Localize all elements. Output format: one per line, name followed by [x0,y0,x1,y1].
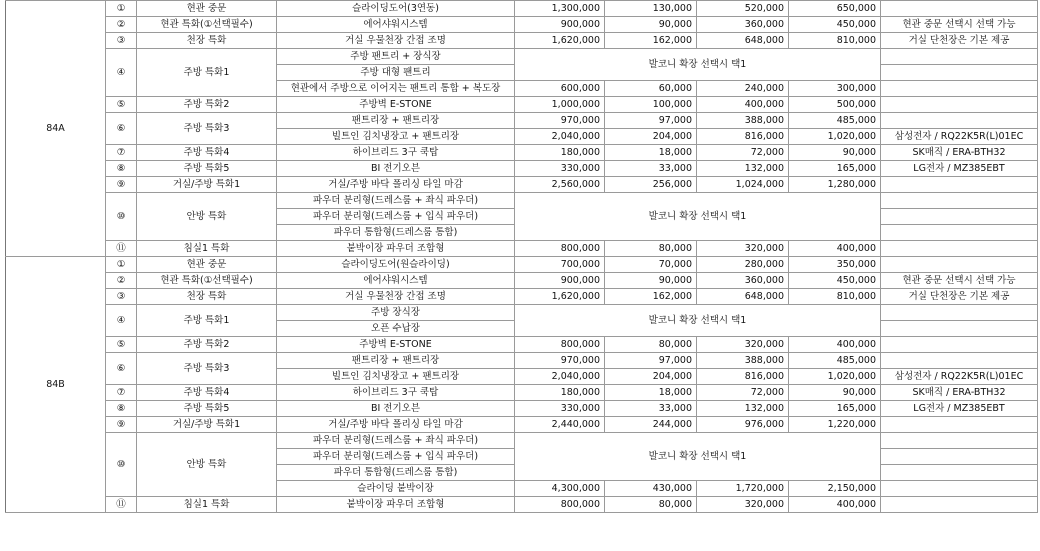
supply-price-cell: 700,000 [515,257,605,273]
contract-price-cell: 90,000 [605,17,697,33]
supply-price-cell: 800,000 [515,337,605,353]
remarks-cell [881,497,1038,513]
option-item-cell: 슬라이딩 붙박이장 [277,481,515,497]
contract-price-cell: 97,000 [605,353,697,369]
contract-price-cell: 33,000 [605,401,697,417]
option-item-cell: 파우더 통합형(드레스룸 통합) [277,465,515,481]
remarks-cell: SK매직 / ERA-BTH32 [881,145,1038,161]
option-number-cell: ② [106,17,137,33]
option-category-cell: 주방 특화1 [137,305,277,337]
supply-price-cell: 970,000 [515,353,605,369]
option-category-cell: 주방 특화4 [137,385,277,401]
remarks-cell: LG전자 / MZ385EBT [881,161,1038,177]
option-number-cell: ① [106,1,137,17]
unit-type-cell: 84A [6,1,106,257]
remarks-cell: SK매직 / ERA-BTH32 [881,385,1038,401]
middle-price-cell: 132,000 [697,161,789,177]
contract-price-cell: 80,000 [605,241,697,257]
middle-price-cell: 1,720,000 [697,481,789,497]
option-category-cell: 주방 특화5 [137,401,277,417]
option-item-cell: 파우더 통합형(드레스룸 통합) [277,225,515,241]
option-item-cell: 주방벽 E-STONE [277,337,515,353]
balance-price-cell: 450,000 [789,273,881,289]
table-row [6,401,1038,417]
option-item-cell: 빌트인 김치냉장고 + 팬트리장 [277,369,515,385]
option-item-cell: 빌트인 김치냉장고 + 팬트리장 [277,129,515,145]
option-item-cell: 파우더 분리형(드레스룸 + 입식 파우더) [277,449,515,465]
option-number-cell: ⑩ [106,433,137,497]
supply-price-cell: 1,000,000 [515,97,605,113]
remarks-cell [881,65,1038,81]
table-row [6,145,1038,161]
middle-price-cell: 816,000 [697,369,789,385]
middle-price-cell: 360,000 [697,273,789,289]
option-item-cell: 하이브리드 3구 쿡탑 [277,145,515,161]
middle-price-cell: 388,000 [697,353,789,369]
option-category-cell: 천장 특화 [137,33,277,49]
option-number-cell: ⑥ [106,113,137,145]
contract-price-cell: 204,000 [605,369,697,385]
middle-price-cell: 72,000 [697,385,789,401]
option-item-cell: 주방 장식장 [277,305,515,321]
option-item-cell: 에어샤워시스템 [277,17,515,33]
option-category-cell: 안방 특화 [137,193,277,241]
contract-price-cell: 33,000 [605,161,697,177]
table-row [6,433,1038,449]
middle-price-cell: 388,000 [697,113,789,129]
contract-price-cell: 97,000 [605,113,697,129]
balance-price-cell: 300,000 [789,81,881,97]
supply-price-cell: 180,000 [515,145,605,161]
supply-price-cell: 900,000 [515,17,605,33]
balance-price-cell: 2,150,000 [789,481,881,497]
remarks-cell [881,49,1038,65]
balance-price-cell: 810,000 [789,33,881,49]
balance-price-cell: 450,000 [789,17,881,33]
option-number-cell: ⑩ [106,193,137,241]
option-number-cell: ⑦ [106,145,137,161]
table-row [6,337,1038,353]
option-number-cell: ④ [106,49,137,97]
option-item-cell: 파우더 분리형(드레스룸 + 좌식 파우더) [277,433,515,449]
contract-price-cell: 18,000 [605,145,697,161]
contract-price-cell: 430,000 [605,481,697,497]
option-item-cell: 현관에서 주방으로 이어지는 팬트리 통합 + 복도장 [277,81,515,97]
unit-type-cell: 84B [6,257,106,513]
table-row [6,353,1038,369]
table-row [6,497,1038,513]
option-category-cell: 주방 특화2 [137,97,277,113]
remarks-cell [881,1,1038,17]
supply-price-cell: 900,000 [515,273,605,289]
option-note-cell: 발코니 확장 선택시 택1 [515,193,881,241]
table-row [6,385,1038,401]
option-category-cell: 거실/주방 특화1 [137,177,277,193]
remarks-cell [881,193,1038,209]
remarks-cell [881,465,1038,481]
option-category-cell: 현관 중문 [137,257,277,273]
option-number-cell: ⑪ [106,241,137,257]
supply-price-cell: 330,000 [515,401,605,417]
middle-price-cell: 648,000 [697,289,789,305]
option-number-cell: ④ [106,305,137,337]
contract-price-cell: 204,000 [605,129,697,145]
balance-price-cell: 400,000 [789,497,881,513]
option-number-cell: ⑦ [106,385,137,401]
middle-price-cell: 520,000 [697,1,789,17]
option-item-cell: BI 전기오븐 [277,401,515,417]
option-item-cell: 슬라이딩도어(원슬라이딩) [277,257,515,273]
table-row [6,417,1038,433]
option-number-cell: ② [106,273,137,289]
table-row [6,17,1038,33]
supply-price-cell: 800,000 [515,497,605,513]
contract-price-cell: 18,000 [605,385,697,401]
option-category-cell: 주방 특화4 [137,145,277,161]
contract-price-cell: 80,000 [605,337,697,353]
option-note-cell: 발코니 확장 선택시 택1 [515,433,881,481]
contract-price-cell: 244,000 [605,417,697,433]
option-number-cell: ⑨ [106,417,137,433]
option-item-cell: 거실/주방 바닥 폴리싱 타일 마감 [277,417,515,433]
option-item-cell: 주방 대형 팬트리 [277,65,515,81]
option-item-cell: 파우더 분리형(드레스룸 + 좌식 파우더) [277,193,515,209]
table-body [6,1,1038,513]
supply-price-cell: 2,440,000 [515,417,605,433]
remarks-cell: 거실 단천장은 기본 제공 [881,289,1038,305]
remarks-cell [881,481,1038,497]
supply-price-cell: 970,000 [515,113,605,129]
remarks-cell [881,337,1038,353]
table-row [6,193,1038,209]
balance-price-cell: 90,000 [789,145,881,161]
option-item-cell: 오픈 수납장 [277,321,515,337]
option-number-cell: ⑧ [106,161,137,177]
option-item-cell: 슬라이딩도어(3연동) [277,1,515,17]
balance-price-cell: 1,220,000 [789,417,881,433]
contract-price-cell: 80,000 [605,497,697,513]
option-number-cell: ⑪ [106,497,137,513]
supply-price-cell: 4,300,000 [515,481,605,497]
middle-price-cell: 1,024,000 [697,177,789,193]
middle-price-cell: 360,000 [697,17,789,33]
table-row [6,289,1038,305]
supply-price-cell: 600,000 [515,81,605,97]
option-category-cell: 거실/주방 특화1 [137,417,277,433]
balance-price-cell: 810,000 [789,289,881,305]
option-item-cell: 에어샤워시스템 [277,273,515,289]
option-item-cell: 팬트리장 + 팬트리장 [277,113,515,129]
remarks-cell [881,81,1038,97]
options-price-table [5,0,1038,513]
table-row [6,113,1038,129]
option-item-cell: 붙박이장 파우더 조합형 [277,241,515,257]
remarks-cell: 삼성전자 / RQ22K5R(L)01EC [881,129,1038,145]
option-item-cell: 거실 우물천장 간접 조명 [277,289,515,305]
supply-price-cell: 180,000 [515,385,605,401]
balance-price-cell: 165,000 [789,401,881,417]
remarks-cell: 거실 단천장은 기본 제공 [881,33,1038,49]
table-row [6,33,1038,49]
remarks-cell [881,417,1038,433]
option-number-cell: ③ [106,33,137,49]
contract-price-cell: 162,000 [605,33,697,49]
supply-price-cell: 330,000 [515,161,605,177]
table-row [6,257,1038,273]
option-category-cell: 현관 특화(①선택필수) [137,17,277,33]
supply-price-cell: 800,000 [515,241,605,257]
option-number-cell: ⑤ [106,337,137,353]
table-row [6,161,1038,177]
middle-price-cell: 816,000 [697,129,789,145]
remarks-cell: LG전자 / MZ385EBT [881,401,1038,417]
balance-price-cell: 485,000 [789,113,881,129]
middle-price-cell: 132,000 [697,401,789,417]
balance-price-cell: 400,000 [789,337,881,353]
remarks-cell [881,433,1038,449]
option-item-cell: 붙박이장 파우더 조합형 [277,497,515,513]
table-row [6,49,1038,65]
table-row [6,305,1038,321]
contract-price-cell: 90,000 [605,273,697,289]
remarks-cell: 현관 중문 선택시 선택 가능 [881,17,1038,33]
option-category-cell: 주방 특화5 [137,161,277,177]
middle-price-cell: 976,000 [697,417,789,433]
remarks-cell [881,177,1038,193]
remarks-cell: 현관 중문 선택시 선택 가능 [881,273,1038,289]
balance-price-cell: 485,000 [789,353,881,369]
table-row [6,241,1038,257]
option-item-cell: 거실/주방 바닥 폴리싱 타일 마감 [277,177,515,193]
remarks-cell [881,241,1038,257]
remarks-cell [881,257,1038,273]
table-row [6,177,1038,193]
balance-price-cell: 90,000 [789,385,881,401]
balance-price-cell: 350,000 [789,257,881,273]
middle-price-cell: 320,000 [697,241,789,257]
option-number-cell: ① [106,257,137,273]
middle-price-cell: 648,000 [697,33,789,49]
option-item-cell: 하이브리드 3구 쿡탑 [277,385,515,401]
remarks-cell [881,113,1038,129]
option-item-cell: 거실 우물천장 간접 조명 [277,33,515,49]
balance-price-cell: 1,280,000 [789,177,881,193]
middle-price-cell: 400,000 [697,97,789,113]
option-category-cell: 침실1 특화 [137,241,277,257]
option-number-cell: ⑧ [106,401,137,417]
middle-price-cell: 72,000 [697,145,789,161]
remarks-cell [881,97,1038,113]
middle-price-cell: 280,000 [697,257,789,273]
middle-price-cell: 320,000 [697,337,789,353]
balance-price-cell: 500,000 [789,97,881,113]
option-item-cell: 주방 팬트리 + 장식장 [277,49,515,65]
option-note-cell: 발코니 확장 선택시 택1 [515,49,881,81]
table-row [6,97,1038,113]
remarks-cell: 삼성전자 / RQ22K5R(L)01EC [881,369,1038,385]
contract-price-cell: 60,000 [605,81,697,97]
option-item-cell: 파우더 분리형(드레스룸 + 입식 파우더) [277,209,515,225]
option-category-cell: 주방 특화3 [137,113,277,145]
middle-price-cell: 240,000 [697,81,789,97]
option-number-cell: ⑤ [106,97,137,113]
table-row [6,1,1038,17]
option-item-cell: 주방벽 E-STONE [277,97,515,113]
option-category-cell: 현관 중문 [137,1,277,17]
option-category-cell: 안방 특화 [137,433,277,497]
option-number-cell: ⑥ [106,353,137,385]
balance-price-cell: 1,020,000 [789,129,881,145]
table-row [6,273,1038,289]
option-category-cell: 주방 특화3 [137,353,277,385]
contract-price-cell: 256,000 [605,177,697,193]
contract-price-cell: 100,000 [605,97,697,113]
remarks-cell [881,305,1038,321]
balance-price-cell: 650,000 [789,1,881,17]
option-item-cell: 팬트리장 + 팬트리장 [277,353,515,369]
supply-price-cell: 2,040,000 [515,129,605,145]
remarks-cell [881,321,1038,337]
remarks-cell [881,225,1038,241]
supply-price-cell: 1,300,000 [515,1,605,17]
option-category-cell: 천장 특화 [137,289,277,305]
option-category-cell: 주방 특화2 [137,337,277,353]
option-category-cell: 현관 특화(①선택필수) [137,273,277,289]
balance-price-cell: 400,000 [789,241,881,257]
contract-price-cell: 130,000 [605,1,697,17]
remarks-cell [881,353,1038,369]
contract-price-cell: 162,000 [605,289,697,305]
option-category-cell: 침실1 특화 [137,497,277,513]
supply-price-cell: 2,560,000 [515,177,605,193]
supply-price-cell: 2,040,000 [515,369,605,385]
option-category-cell: 주방 특화1 [137,49,277,97]
supply-price-cell: 1,620,000 [515,33,605,49]
balance-price-cell: 165,000 [789,161,881,177]
remarks-cell [881,209,1038,225]
option-number-cell: ⑨ [106,177,137,193]
middle-price-cell: 320,000 [697,497,789,513]
supply-price-cell: 1,620,000 [515,289,605,305]
remarks-cell [881,449,1038,465]
option-number-cell: ③ [106,289,137,305]
contract-price-cell: 70,000 [605,257,697,273]
option-item-cell: BI 전기오븐 [277,161,515,177]
balance-price-cell: 1,020,000 [789,369,881,385]
option-note-cell: 발코니 확장 선택시 택1 [515,305,881,337]
